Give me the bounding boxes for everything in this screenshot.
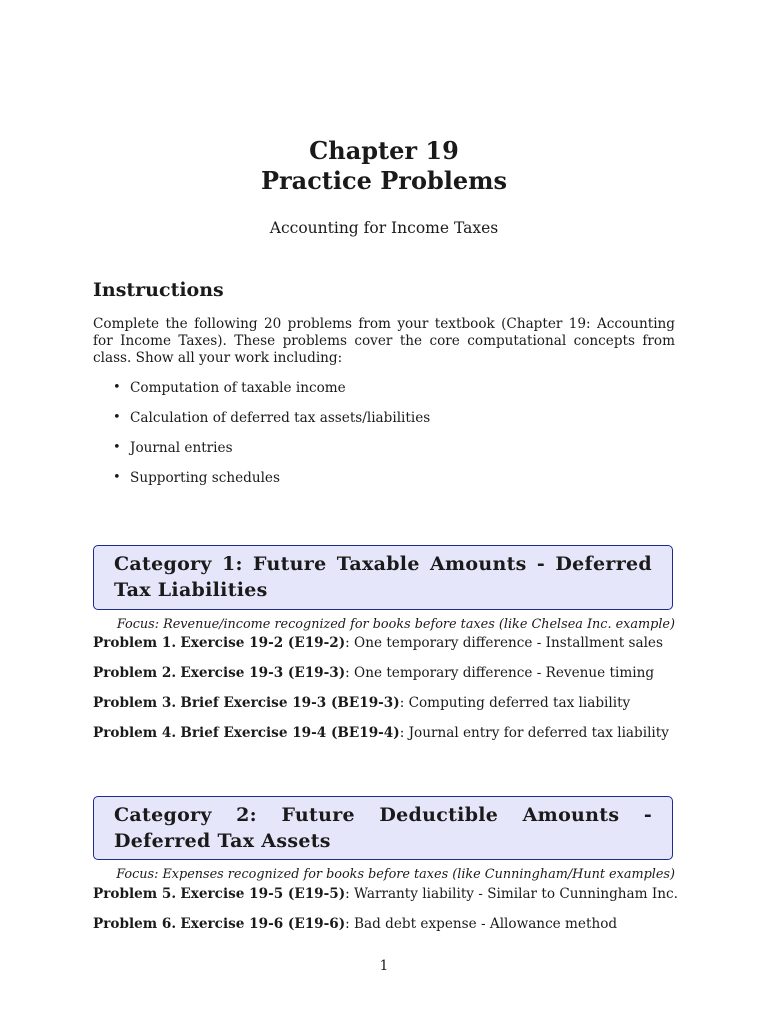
bullet-text: Computation of taxable income	[130, 380, 346, 396]
problem-reference: Exercise 19-2 (E19-2)	[180, 635, 346, 651]
bullet-item	[113, 470, 673, 500]
problem-label: Problem 6.	[93, 916, 177, 932]
bullet-icon: •	[113, 440, 121, 455]
problem-reference: Exercise 19-6 (E19-6)	[180, 916, 346, 932]
title-line-practice: Practice Problems	[260, 166, 508, 195]
document-subtitle: Accounting for Income Taxes	[269, 219, 499, 237]
problem-description: : One temporary difference - Revenue timing	[345, 665, 655, 681]
bullet-icon: •	[113, 470, 121, 485]
problem-row	[93, 886, 693, 902]
problem-row	[93, 916, 693, 932]
bullet-text: Supporting schedules	[130, 470, 280, 486]
problem-description: : Bad debt expense - Allowance method	[345, 916, 618, 932]
category-2-focus: Focus: Expenses recognized for books before taxes (like Cunningham/Hunt examples)	[116, 867, 675, 882]
bullet-icon: •	[113, 380, 121, 395]
instructions-bullet-list	[113, 380, 673, 500]
bullet-item	[113, 380, 673, 410]
problem-label: Problem 3.	[93, 695, 177, 711]
problem-reference: Brief Exercise 19-3 (BE19-3)	[180, 695, 400, 711]
problem-row	[93, 695, 693, 711]
bullet-item	[113, 440, 673, 470]
document-title	[0, 136, 768, 196]
instructions-paragraph: Complete the following 20 problems from your textbook (Chapter 19: Accounting for Income Taxes). These problems cover the core computational concepts from class. Show all your work including:	[93, 316, 675, 366]
problem-description: : One temporary difference - Installment sales	[345, 635, 663, 651]
category-2-box: Category 2: Future Deductible Amounts - Deferred Tax Assets	[93, 796, 673, 860]
problem-label: Problem 2.	[93, 665, 177, 681]
problem-description: : Warranty liability - Similar to Cunningham Inc.	[345, 886, 678, 902]
problem-description: : Computing deferred tax liability	[399, 695, 631, 711]
problem-reference: Exercise 19-3 (E19-3)	[180, 665, 346, 681]
problem-reference: Exercise 19-5 (E19-5)	[180, 886, 346, 902]
problem-row	[93, 665, 693, 681]
page-number: 1	[379, 958, 389, 974]
bullet-item	[113, 410, 673, 440]
problem-description: : Journal entry for deferred tax liability	[399, 725, 669, 741]
problem-label: Problem 1.	[93, 635, 177, 651]
category-1-box: Category 1: Future Taxable Amounts - Deferred Tax Liabilities	[93, 545, 673, 610]
instructions-heading: Instructions	[93, 279, 224, 301]
bullet-icon: •	[113, 410, 121, 425]
title-line-chapter: Chapter 19	[309, 136, 459, 165]
bullet-text: Journal entries	[130, 440, 233, 456]
category-1-focus: Focus: Revenue/income recognized for books before taxes (like Chelsea Inc. example)	[116, 617, 675, 632]
problem-label: Problem 5.	[93, 886, 177, 902]
problem-reference: Brief Exercise 19-4 (BE19-4)	[180, 725, 400, 741]
problem-label: Problem 4.	[93, 725, 177, 741]
bullet-text: Calculation of deferred tax assets/liabilities	[130, 410, 431, 426]
problem-row	[93, 725, 693, 741]
problem-row	[93, 635, 693, 651]
